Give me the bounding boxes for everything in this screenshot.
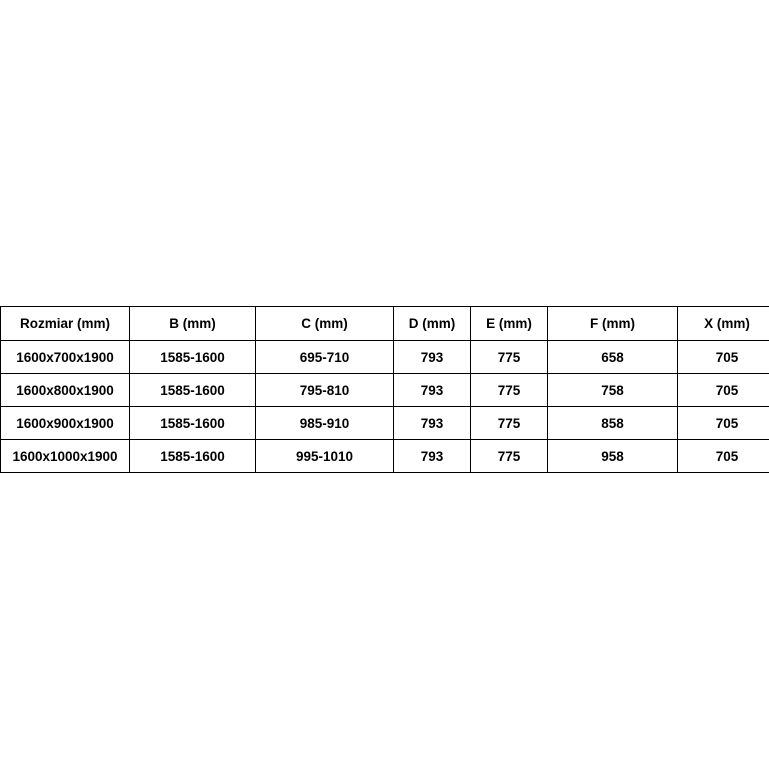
table-body bbox=[1, 341, 769, 473]
table-row bbox=[1, 440, 769, 473]
column-header-rozmiar: Rozmiar (mm) bbox=[1, 307, 130, 341]
column-header-c: C (mm) bbox=[256, 307, 394, 341]
cell-c: 795-810 bbox=[256, 374, 394, 407]
cell-x: 705 bbox=[678, 407, 769, 440]
specification-table-container bbox=[0, 306, 769, 473]
cell-d: 793 bbox=[394, 374, 471, 407]
cell-x: 705 bbox=[678, 440, 769, 473]
cell-x: 705 bbox=[678, 341, 769, 374]
table-row bbox=[1, 341, 769, 374]
cell-e: 775 bbox=[471, 374, 548, 407]
column-header-d: D (mm) bbox=[394, 307, 471, 341]
cell-f: 858 bbox=[548, 407, 678, 440]
cell-d: 793 bbox=[394, 440, 471, 473]
column-header-b: B (mm) bbox=[130, 307, 256, 341]
table-header-row bbox=[1, 307, 769, 341]
cell-f: 658 bbox=[548, 341, 678, 374]
cell-e: 775 bbox=[471, 440, 548, 473]
table-row bbox=[1, 407, 769, 440]
cell-rozmiar: 1600x700x1900 bbox=[1, 341, 130, 374]
table-row bbox=[1, 374, 769, 407]
cell-b: 1585-1600 bbox=[130, 374, 256, 407]
cell-b: 1585-1600 bbox=[130, 440, 256, 473]
cell-c: 695-710 bbox=[256, 341, 394, 374]
cell-b: 1585-1600 bbox=[130, 341, 256, 374]
column-header-e: E (mm) bbox=[471, 307, 548, 341]
cell-x: 705 bbox=[678, 374, 769, 407]
specification-table bbox=[0, 306, 769, 473]
cell-e: 775 bbox=[471, 407, 548, 440]
cell-d: 793 bbox=[394, 341, 471, 374]
cell-rozmiar: 1600x1000x1900 bbox=[1, 440, 130, 473]
table-header bbox=[1, 307, 769, 341]
cell-d: 793 bbox=[394, 407, 471, 440]
cell-rozmiar: 1600x800x1900 bbox=[1, 374, 130, 407]
cell-e: 775 bbox=[471, 341, 548, 374]
column-header-x: X (mm) bbox=[678, 307, 769, 341]
cell-f: 758 bbox=[548, 374, 678, 407]
cell-f: 958 bbox=[548, 440, 678, 473]
column-header-f: F (mm) bbox=[548, 307, 678, 341]
cell-b: 1585-1600 bbox=[130, 407, 256, 440]
cell-c: 995-1010 bbox=[256, 440, 394, 473]
cell-rozmiar: 1600x900x1900 bbox=[1, 407, 130, 440]
cell-c: 985-910 bbox=[256, 407, 394, 440]
